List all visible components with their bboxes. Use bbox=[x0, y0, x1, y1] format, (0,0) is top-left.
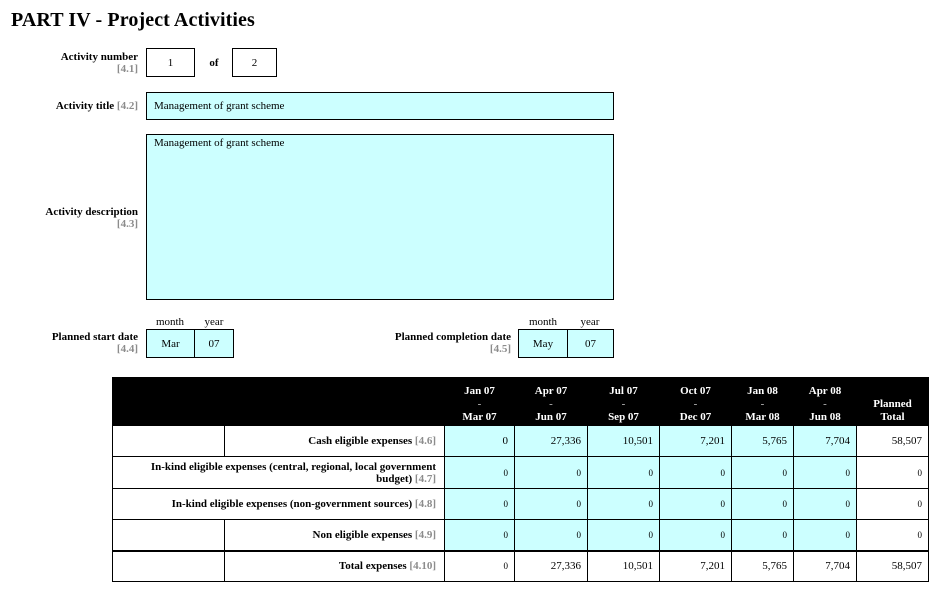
value-cell[interactable]: 0 bbox=[732, 520, 794, 551]
period-to: Dec 07 bbox=[679, 411, 712, 423]
period-to: Jun 07 bbox=[535, 411, 567, 423]
total-row bbox=[113, 551, 929, 582]
start-year-header: year bbox=[204, 316, 224, 328]
budget-table bbox=[112, 377, 929, 582]
start-month-header: month bbox=[155, 316, 185, 328]
row-ref: [4.7] bbox=[414, 472, 436, 485]
completion-year-field[interactable]: 07 bbox=[567, 329, 614, 358]
total-value-cell: 7,201 bbox=[660, 551, 732, 582]
value-cell[interactable]: 0 bbox=[732, 489, 794, 520]
budget-header-blank bbox=[113, 378, 445, 426]
total-row-ref: [4.10] bbox=[409, 560, 436, 573]
start-month-field[interactable]: Mar bbox=[146, 329, 195, 358]
total-value-cell: 5,765 bbox=[732, 551, 794, 582]
row-spacer-cell bbox=[113, 520, 225, 551]
period-header bbox=[515, 378, 588, 426]
table-row bbox=[113, 457, 929, 489]
activity-title-label: Activity title bbox=[55, 100, 115, 112]
activity-title-field[interactable]: Management of grant scheme bbox=[146, 92, 614, 120]
period-to: Mar 08 bbox=[745, 411, 780, 423]
activity-title-label-group bbox=[0, 100, 138, 112]
row-label bbox=[225, 520, 445, 551]
total-row-label bbox=[225, 551, 445, 582]
page-title: PART IV - Project Activities bbox=[11, 9, 255, 31]
row-total-cell: 0 bbox=[857, 520, 929, 551]
value-cell[interactable]: 0 bbox=[445, 489, 515, 520]
total-row-label-text: Total expenses bbox=[338, 560, 407, 573]
activity-number-label-group bbox=[0, 51, 138, 75]
activity-number-field[interactable]: 1 bbox=[146, 48, 195, 77]
activity-description-label: Activity description bbox=[45, 206, 138, 218]
planned-total-header bbox=[857, 378, 929, 426]
activity-description-field[interactable]: Management of grant scheme bbox=[146, 134, 614, 300]
period-sep: - bbox=[760, 398, 765, 410]
value-cell[interactable]: 0 bbox=[794, 520, 857, 551]
period-from: Apr 07 bbox=[534, 385, 568, 397]
period-from: Jul 07 bbox=[609, 385, 638, 397]
value-cell[interactable]: 0 bbox=[445, 457, 515, 489]
row-spacer-cell bbox=[113, 551, 225, 582]
value-cell[interactable]: 5,765 bbox=[732, 426, 794, 457]
row-label bbox=[113, 457, 445, 489]
period-sep: - bbox=[823, 398, 827, 410]
period-sep: - bbox=[549, 398, 553, 410]
period-header bbox=[660, 378, 732, 426]
planned-total-header-line2: Total bbox=[880, 411, 905, 423]
row-label-text: In-kind eligible expenses (non-government sources) bbox=[171, 498, 413, 510]
period-sep: - bbox=[621, 398, 626, 410]
activity-title-ref: [4.2] bbox=[116, 100, 138, 112]
activity-number-of-label: of bbox=[209, 57, 219, 69]
value-cell[interactable]: 0 bbox=[588, 489, 660, 520]
row-total-cell: 0 bbox=[857, 457, 929, 489]
row-label-text: In-kind eligible expenses (central, regional, local government budget) bbox=[150, 460, 436, 485]
value-cell[interactable]: 0 bbox=[588, 457, 660, 489]
total-value-cell: 27,336 bbox=[515, 551, 588, 582]
period-from: Oct 07 bbox=[680, 385, 711, 397]
value-cell[interactable]: 0 bbox=[515, 489, 588, 520]
value-cell[interactable]: 0 bbox=[732, 457, 794, 489]
period-header bbox=[445, 378, 515, 426]
value-cell[interactable]: 0 bbox=[660, 457, 732, 489]
row-label bbox=[225, 426, 445, 457]
activity-description-label-group bbox=[0, 206, 138, 230]
completion-year-header: year bbox=[580, 316, 600, 328]
row-total-cell: 58,507 bbox=[857, 426, 929, 457]
row-ref: [4.8] bbox=[414, 498, 436, 510]
row-ref: [4.9] bbox=[414, 528, 436, 541]
row-label-text: Cash eligible expenses bbox=[308, 435, 413, 447]
planned-completion-label-group bbox=[291, 331, 511, 355]
row-spacer-cell bbox=[113, 426, 225, 457]
row-label-text: Non eligible expenses bbox=[312, 528, 413, 541]
value-cell[interactable]: 0 bbox=[588, 520, 660, 551]
activity-description-ref: [4.3] bbox=[116, 218, 138, 230]
planned-start-ref: [4.4] bbox=[116, 343, 138, 355]
row-label bbox=[113, 489, 445, 520]
period-from: Jan 07 bbox=[464, 385, 495, 397]
period-header bbox=[732, 378, 794, 426]
period-sep: - bbox=[693, 398, 698, 410]
row-ref: [4.6] bbox=[414, 435, 436, 447]
planned-completion-label: Planned completion date bbox=[394, 331, 511, 343]
value-cell[interactable]: 10,501 bbox=[588, 426, 660, 457]
activity-number-label: Activity number bbox=[60, 51, 138, 63]
value-cell[interactable]: 27,336 bbox=[515, 426, 588, 457]
period-header bbox=[794, 378, 857, 426]
value-cell[interactable]: 0 bbox=[660, 520, 732, 551]
activity-number-ref: [4.1] bbox=[116, 63, 138, 75]
total-value-cell: 0 bbox=[445, 551, 515, 582]
activity-total-field[interactable]: 2 bbox=[232, 48, 277, 77]
period-to: Jun 08 bbox=[809, 411, 841, 423]
total-value-cell: 10,501 bbox=[588, 551, 660, 582]
value-cell[interactable]: 0 bbox=[515, 457, 588, 489]
period-from: Apr 08 bbox=[808, 385, 842, 397]
value-cell[interactable]: 0 bbox=[515, 520, 588, 551]
period-from: Jan 08 bbox=[747, 385, 778, 397]
completion-month-header: month bbox=[528, 316, 558, 328]
value-cell[interactable]: 0 bbox=[794, 489, 857, 520]
planned-completion-ref: [4.5] bbox=[489, 343, 511, 355]
table-row bbox=[113, 489, 929, 520]
completion-month-field[interactable]: May bbox=[518, 329, 568, 358]
planned-total-header-line1: Planned bbox=[873, 398, 912, 410]
grand-total-cell: 58,507 bbox=[857, 551, 929, 582]
budget-header-row bbox=[113, 378, 929, 426]
period-header bbox=[588, 378, 660, 426]
start-year-field[interactable]: 07 bbox=[194, 329, 234, 358]
value-cell[interactable]: 7,704 bbox=[794, 426, 857, 457]
total-value-cell: 7,704 bbox=[794, 551, 857, 582]
table-row bbox=[113, 426, 929, 457]
period-to: Sep 07 bbox=[608, 411, 639, 423]
value-cell[interactable]: 0 bbox=[445, 520, 515, 551]
planned-start-label: Planned start date bbox=[51, 331, 138, 343]
value-cell[interactable]: 0 bbox=[445, 426, 515, 457]
value-cell[interactable]: 0 bbox=[660, 489, 732, 520]
row-total-cell: 0 bbox=[857, 489, 929, 520]
table-row bbox=[113, 520, 929, 551]
value-cell[interactable]: 0 bbox=[794, 457, 857, 489]
period-to: Mar 07 bbox=[462, 411, 497, 423]
period-sep: - bbox=[477, 398, 482, 410]
value-cell[interactable]: 7,201 bbox=[660, 426, 732, 457]
planned-start-label-group bbox=[0, 331, 138, 355]
